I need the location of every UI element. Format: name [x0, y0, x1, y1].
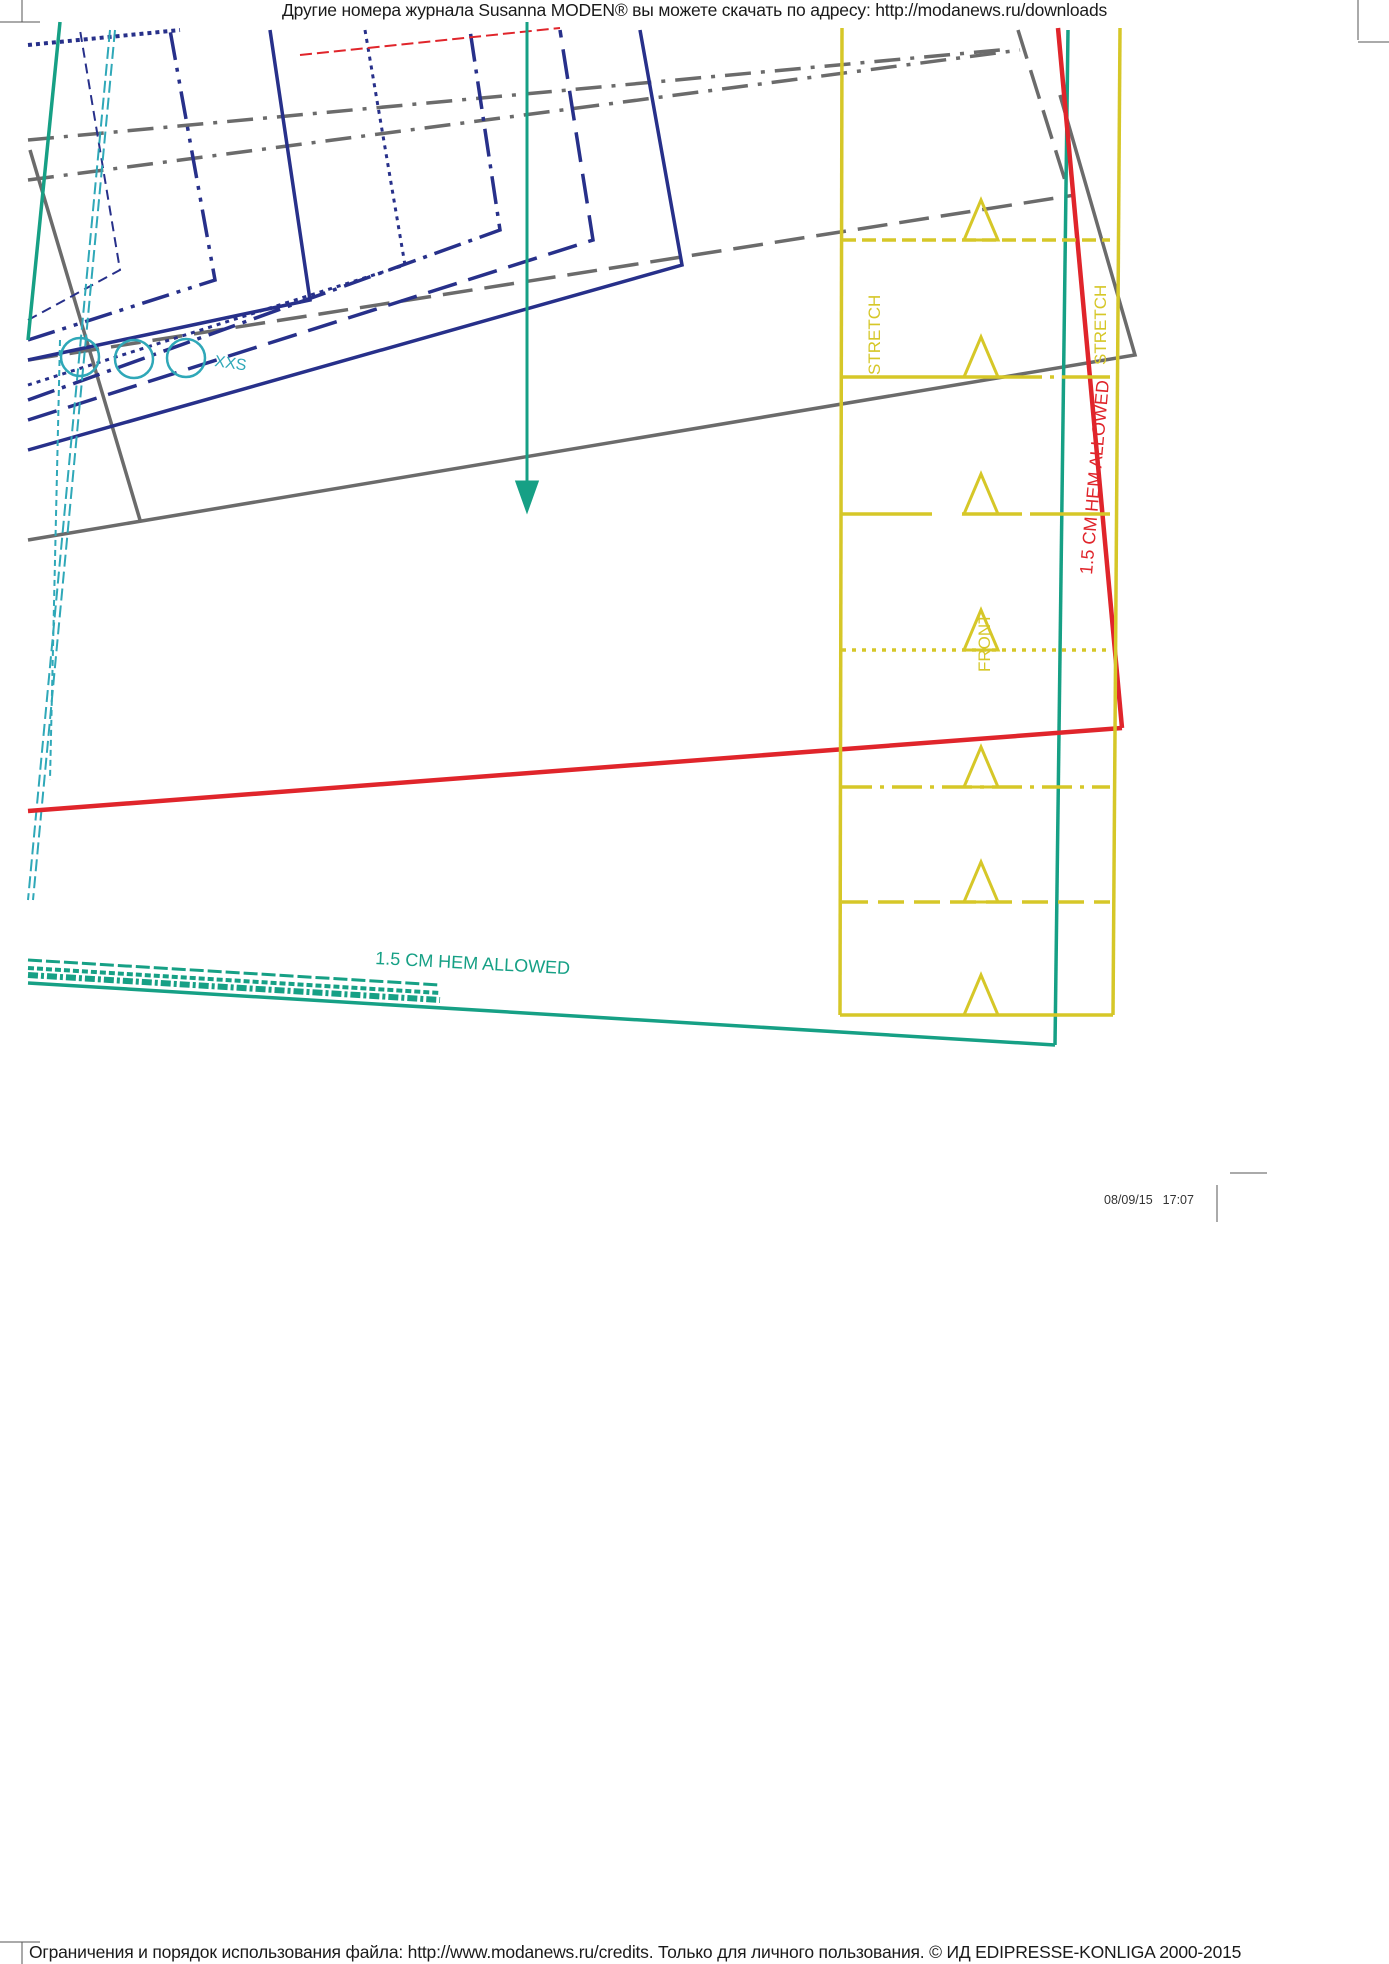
size-label-xxs: XXS [213, 353, 248, 375]
print-time: 17:07 [1162, 1193, 1194, 1207]
print-timestamp [1104, 1193, 1204, 1207]
stretch-label-left: STRETCH [865, 294, 884, 375]
page-footer-text: Ограничения и порядок использования файла: http://www.modanews.ru/credits. Только для личного пользования. © ИД EDIPRESSE-KONLIGA 2000-2015 [29, 1942, 1242, 1962]
page-header-text: Другие номера журнала Susanna MODEN® вы можете скачать по адресу: http://modanews.ru/downloads [281, 0, 1108, 20]
teal-pattern-lines [28, 22, 1068, 1045]
grainline-arrow [517, 22, 537, 510]
stretch-label-right: STRETCH [1091, 284, 1110, 365]
gray-pattern-lines [28, 30, 1135, 540]
hem-allowance-side-label: 1.5 CM HEM ALLOWED [1076, 379, 1113, 576]
yellow-notch-triangles [964, 200, 998, 1015]
navy-size-lines [28, 30, 682, 450]
print-date: 08/09/15 [1104, 1193, 1153, 1207]
red-dashed-line [300, 28, 560, 55]
red-hem-lines [28, 28, 1122, 811]
front-label: FRONT [975, 613, 994, 672]
hem-allowance-bottom-label: 1.5 CM HEM ALLOWED [374, 948, 571, 979]
